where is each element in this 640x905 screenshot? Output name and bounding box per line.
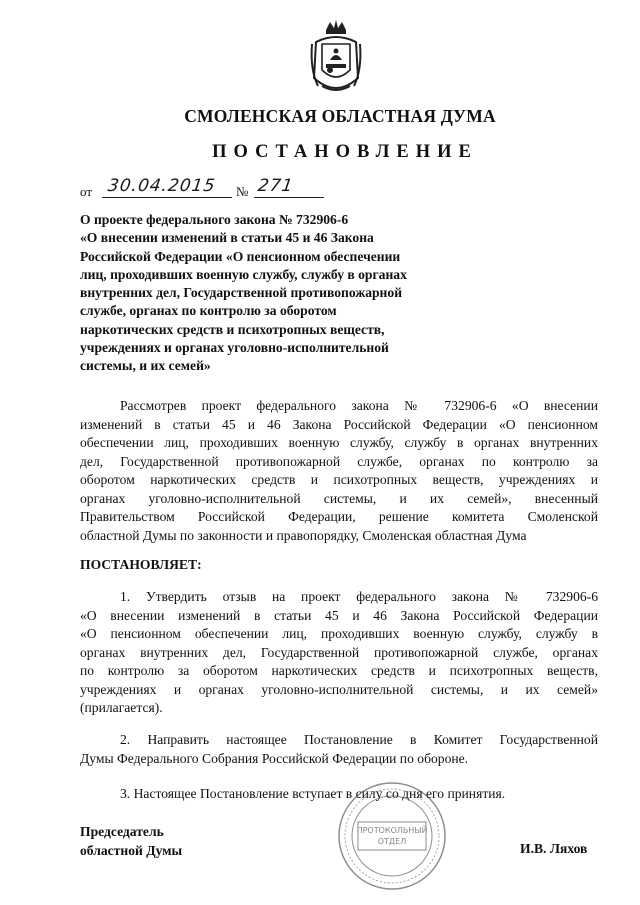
stamp-text-line1: ПРОТОКОЛЬНЫЙ	[356, 826, 428, 835]
subject-line: наркотических средств и психотропных веществ,	[80, 321, 385, 337]
item-1-paragraph	[80, 588, 598, 718]
official-stamp	[336, 780, 448, 892]
preamble-line: изменений в статьи 45 и 46 Закона Российской Федерации «О пенсионном	[80, 416, 598, 432]
item-1-line: 1. Утвердить отзыв на проект федерального закона № 732906-6	[120, 589, 598, 604]
date-label: от	[80, 184, 93, 199]
date-underline	[102, 197, 232, 198]
subject-line: службе, органах по контролю за оборотом	[80, 303, 337, 319]
preamble-line: Рассмотрев проект федерального закона № 732906-6 «О внесении	[120, 398, 598, 413]
subject-line: О проекте федерального закона № 732906-6	[80, 212, 349, 227]
signer-title-line: областной Думы	[80, 842, 183, 858]
signer-name: И.В. Ляхов	[520, 841, 588, 856]
document-type-heading: ПОСТАНОВЛЕНИЕ	[212, 142, 478, 162]
item-1-line: «О пенсионном обеспечении лиц, проходивших военную службу, службу в	[80, 626, 598, 641]
item-1-line: «О внесении изменений в статьи 45 и 46 Закона Российской Федерации	[80, 607, 598, 623]
signer-title-line: Председатель	[80, 824, 164, 839]
preamble-line: оборотом наркотических средств и психотропных веществ, учреждениях и	[80, 472, 598, 487]
item-1-line: по контролю за оборотом наркотических средств и психотропных веществ,	[80, 663, 598, 678]
signer-title	[80, 823, 182, 860]
number-label: №	[236, 184, 249, 199]
date-number-line	[80, 176, 340, 202]
handwritten-number: 271	[256, 176, 295, 196]
organization-title: СМОЛЕНСКАЯ ОБЛАСТНАЯ ДУМА	[184, 106, 496, 126]
decides-heading: ПОСТАНОВЛЯЕТ:	[80, 557, 202, 572]
subject-line: Российской Федерации «О пенсионном обеспечении	[80, 248, 401, 264]
preamble-line: дел, Государственной противопожарной службе, органах по контролю за	[80, 453, 598, 469]
subject-line: внутренних дел, Государственной противопожарной	[80, 285, 403, 301]
document-subject	[80, 211, 480, 376]
item-1-line: органах внутренних дел, Государственной противопожарной службе, органах	[80, 644, 598, 660]
preamble-paragraph	[80, 397, 598, 545]
handwritten-date: 30.04.2015	[106, 176, 217, 196]
item-1-line: учреждениях и органах уголовно-исполнительной системы, и их семей»	[80, 681, 598, 697]
item-2-paragraph	[80, 731, 598, 768]
subject-line: учреждениях и органах уголовно-исполнительной	[80, 340, 389, 356]
preamble-line: Правительством Российской Федерации, решение комитета Смоленской	[80, 509, 598, 524]
subject-line: системы, и их семей»	[80, 358, 211, 374]
number-underline	[254, 197, 324, 198]
item-1-line: (прилагается).	[80, 700, 163, 715]
preamble-line: обеспечении лиц, проходивших военную службу, службу в органах внутренних	[80, 435, 598, 450]
stamp-text-line2: ОТДЕЛ	[377, 837, 407, 846]
item-3-line: 3. Настоящее Постановление вступает в силу со дня его принятия.	[120, 786, 506, 801]
preamble-line: органах уголовно-исполнительной системы, и их семей», внесенный	[80, 490, 598, 506]
preamble-line: областной Думы по законности и правопорядку, Смоленская областная Дума	[80, 527, 527, 543]
coat-of-arms-emblem	[308, 20, 364, 100]
subject-line: лиц, проходивших военную службу, службу в органах	[80, 266, 407, 282]
item-2-line: Думы Федерального Собрания Российской Федерации по обороне.	[80, 750, 469, 766]
item-2-line: 2. Направить настоящее Постановление в Комитет Государственной	[120, 732, 598, 747]
subject-line: «О внесении изменений в статьи 45 и 46 Закона	[80, 230, 374, 246]
